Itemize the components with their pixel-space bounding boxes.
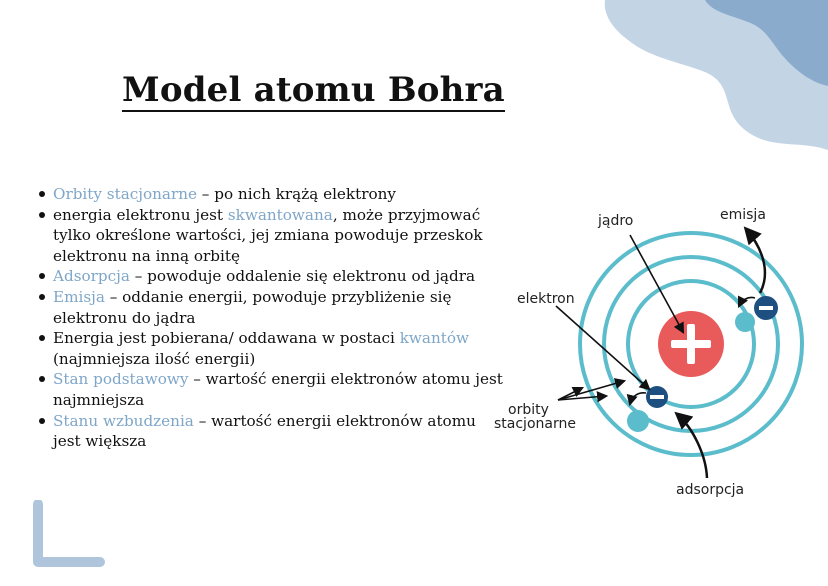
bullet-item bbox=[38, 369, 508, 410]
bullet-highlight: kwantów bbox=[399, 329, 470, 348]
bullet-highlight: Emisja bbox=[53, 287, 105, 306]
bullet-item bbox=[38, 287, 508, 328]
decor-blob-dark bbox=[705, 0, 828, 86]
page-title: Model atomu Bohra bbox=[122, 70, 505, 110]
bullet-text: – wartość energii elektronów atomu jest najmniejsza bbox=[53, 370, 503, 409]
bullet-highlight: Adsorpcja bbox=[53, 267, 130, 286]
electron-light-right bbox=[735, 312, 755, 332]
bullet-highlight: Stanu wzbudzenia bbox=[53, 411, 194, 430]
bullet-item bbox=[38, 184, 508, 205]
bullet-highlight: Orbity stacjonarne bbox=[53, 185, 197, 203]
bullet-item bbox=[38, 266, 508, 287]
electron-right-minus bbox=[759, 306, 773, 310]
electron-light-left bbox=[627, 410, 649, 432]
bullet-list bbox=[38, 184, 508, 452]
bullet-text: – wartość energii elektronów atomu jest większa bbox=[53, 411, 476, 451]
bullet-text: – powoduje oddalenie się elektronu od jądra bbox=[129, 267, 476, 286]
bullet-item bbox=[38, 411, 508, 452]
arrow-electron-left-jump bbox=[630, 393, 646, 404]
electron-left-minus bbox=[650, 395, 664, 399]
bullet-text: – oddanie energii, powoduje przybliżenie się elektronu do jądra bbox=[53, 287, 452, 327]
nucleus-plus-vertical bbox=[687, 324, 695, 364]
arrow-absorption bbox=[677, 414, 707, 478]
bullet-highlight: skwantowana bbox=[227, 205, 333, 224]
bullet-item bbox=[38, 205, 508, 267]
bullet-text: (najmniejsza ilość energii) bbox=[53, 349, 256, 368]
label-nucleus: jądro bbox=[598, 213, 634, 229]
bullet-text: , może przyjmować tylko określone wartości, jej zmiana powoduje przeskok elektronu na inną orbitę bbox=[53, 205, 483, 265]
label-absorption: adsorpcja bbox=[676, 482, 745, 498]
corner-bracket-decoration bbox=[30, 500, 110, 572]
bullet-highlight: Stan podstawowy bbox=[53, 370, 189, 389]
bullet-item bbox=[38, 328, 508, 369]
label-orbits-line1: orbity bbox=[508, 402, 549, 418]
bohr-atom-diagram bbox=[480, 190, 828, 520]
bullet-text-pre: energia elektronu jest bbox=[53, 205, 228, 224]
decor-blob-light bbox=[605, 0, 828, 150]
bullet-text-pre: Energia jest pobierana/ oddawana w postaci bbox=[53, 329, 400, 348]
label-electron: elektron bbox=[517, 291, 575, 307]
label-orbits-line2: stacjonarne bbox=[494, 416, 576, 432]
bullet-text: – po nich krążą elektrony bbox=[196, 185, 396, 203]
label-emission: emisja bbox=[720, 207, 766, 223]
